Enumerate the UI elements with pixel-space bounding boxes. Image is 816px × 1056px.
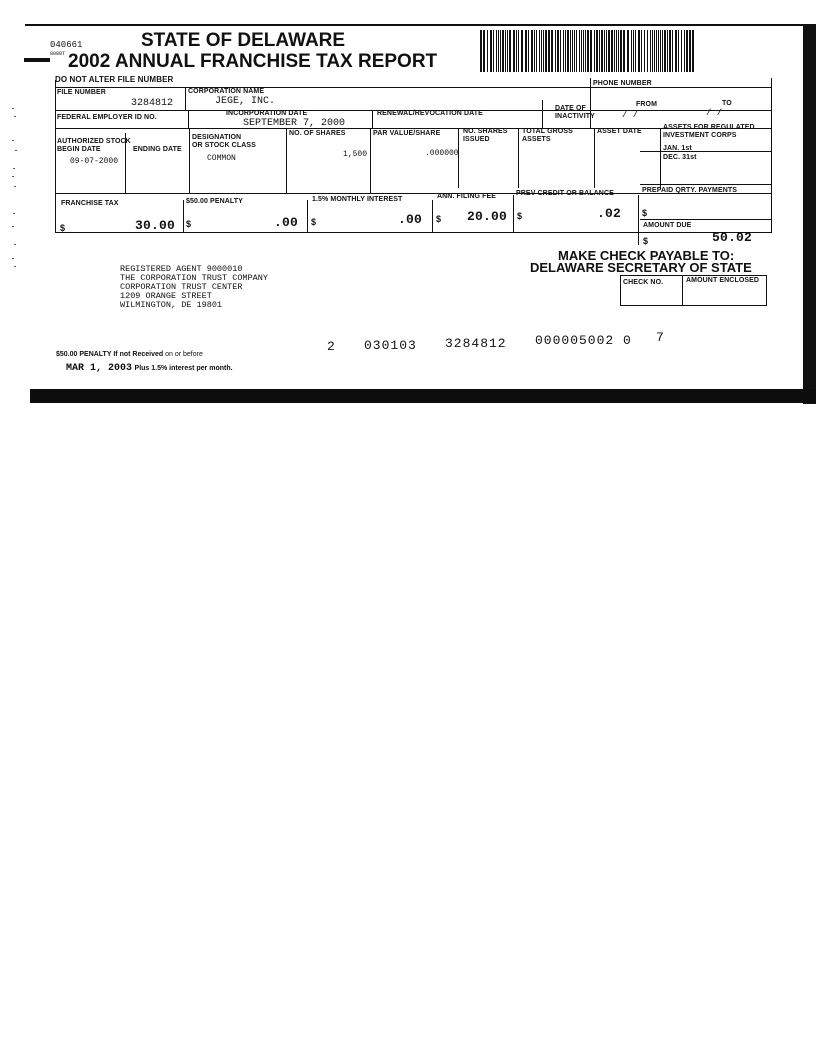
assets-regulated-label-1: ASSETS FOR REGULATED (663, 124, 755, 131)
incorporation-date-label: INCORPORATION DATE (226, 110, 308, 117)
franchise-tax-value: 30.00 (135, 218, 176, 233)
no-of-shares-value: 1,500 (343, 150, 368, 159)
barcode-bar (633, 30, 634, 72)
barcode-bar (502, 30, 504, 72)
barcode-bar (498, 30, 499, 72)
dollar-sign: $ (436, 214, 442, 224)
agent-line: REGISTERED AGENT 9000010 (120, 264, 243, 274)
agent-line: CORPORATION TRUST CENTER (120, 282, 243, 292)
barcode-bar (483, 30, 485, 72)
prepaid-label: PREPAID QRTY. PAYMENTS (642, 187, 738, 194)
rule (189, 128, 190, 193)
barcode-bar (590, 30, 592, 72)
barcode-bar (662, 30, 663, 72)
barcode-bar (560, 30, 561, 72)
barcode-bar (692, 30, 694, 72)
rule (638, 195, 639, 245)
barcode-bar (585, 30, 586, 72)
rule (55, 87, 772, 88)
phone-number-label: PHONE NUMBER (593, 80, 652, 87)
barcode-bar (518, 30, 519, 72)
barcode-bar (606, 30, 607, 72)
rule (55, 80, 56, 232)
scanline-seg-4: 000005002 0 (535, 333, 632, 348)
assets-regulated-label-2: INVESTMENT CORPS (663, 132, 737, 139)
dollar-sign: $ (311, 217, 317, 227)
inactivity-to-value: / / (706, 108, 723, 118)
federal-employer-id-label: FEDERAL EMPLOYER ID NO. (57, 114, 157, 121)
scan-bottom-border (30, 389, 816, 403)
par-value-label: PAR VALUE/SHARE (373, 130, 441, 137)
barcode-bar (611, 30, 613, 72)
filing-fee-label: ANN. FILING FEE (437, 193, 497, 200)
barcode-bar (487, 30, 488, 72)
barcode-bar (635, 30, 636, 72)
barcode (480, 30, 698, 72)
report-title-text: ANNUAL FRANCHISE TAX REPORT (114, 51, 438, 72)
rule (185, 87, 186, 110)
barcode-bar (587, 30, 589, 72)
rule (518, 128, 519, 188)
designation-label: DESIGNATION (192, 134, 242, 141)
barcode-bar (638, 30, 640, 72)
franchise-tax-label: FRANCHISE TAX (61, 200, 119, 207)
incorporation-date-value: SEPTEMBER 7, 2000 (243, 118, 346, 129)
amount-due-label: AMOUNT DUE (643, 222, 692, 229)
prev-credit-label: PREV CREDIT OR BALANCE (516, 190, 614, 197)
barcode-bar (672, 30, 673, 72)
inactivity-from-value: / / (622, 110, 639, 120)
barcode-bar (652, 30, 653, 72)
barcode-bar (689, 30, 691, 72)
penalty-note-line-2 (66, 362, 233, 374)
barcode-bar (656, 30, 657, 72)
rule (432, 200, 433, 232)
barcode-bar (500, 30, 501, 72)
rule (620, 275, 767, 276)
barcode-bar (627, 30, 629, 72)
penalty-value: .00 (274, 215, 299, 230)
dollar-sign: $ (642, 208, 648, 218)
monthly-interest-label: 1.5% MONTHLY INTEREST (312, 196, 403, 203)
barcode-bar (507, 30, 508, 72)
penalty-note-b: not Received (119, 351, 164, 358)
barcode-bar (644, 30, 645, 72)
barcode-bar (620, 30, 622, 72)
do-not-alter-label: DO NOT ALTER FILE NUMBER (55, 75, 174, 84)
rule (458, 128, 459, 188)
barcode-bar (557, 30, 559, 72)
prev-credit-value: .02 (597, 206, 622, 221)
scan-right-border (803, 24, 816, 404)
barcode-bar (534, 30, 535, 72)
stock-class-value: COMMON (207, 154, 236, 163)
barcode-bar (596, 30, 598, 72)
payable-line-1: MAKE CHECK PAYABLE TO: (558, 248, 735, 263)
agent-line: THE CORPORATION TRUST COMPANY (120, 273, 268, 283)
rule (372, 110, 373, 128)
authorized-stock-label: AUTHORIZED STOCK (57, 138, 131, 145)
barcode-bar (548, 30, 550, 72)
barcode-bar (543, 30, 544, 72)
report-year: 2002 (68, 51, 111, 72)
penalty-note-line-1 (56, 351, 203, 358)
check-no-label: CHECK NO. (623, 279, 664, 286)
form-sub-id: 8080T (50, 51, 66, 57)
barcode-bar (496, 30, 497, 72)
rule (620, 275, 621, 306)
barcode-bar (525, 30, 527, 72)
barcode-bar (480, 30, 482, 72)
barcode-bar (539, 30, 540, 72)
file-number-value: 3284812 (131, 98, 174, 109)
barcode-bar (528, 30, 529, 72)
barcode-bar (664, 30, 666, 72)
report-title (68, 51, 437, 73)
interest-value: .00 (398, 212, 423, 227)
barcode-bar (545, 30, 547, 72)
barcode-bar (608, 30, 610, 72)
amount-enclosed-label: AMOUNT ENCLOSED (686, 277, 760, 284)
rule (307, 200, 308, 232)
agent-line: WILMINGTON, DE 19801 (120, 300, 223, 310)
amount-due-value: 50.02 (712, 230, 753, 245)
total-gross-label-2: ASSETS (522, 136, 551, 143)
barcode-bar (572, 30, 573, 72)
scanline-seg-3: 3284812 (445, 336, 507, 351)
barcode-bar (505, 30, 506, 72)
dec-31st-label: DEC. 31st (663, 154, 697, 161)
rule (370, 128, 371, 193)
barcode-bar (660, 30, 661, 72)
barcode-bar (536, 30, 537, 72)
barcode-bar (579, 30, 580, 72)
filing-fee-value: 20.00 (467, 209, 508, 224)
barcode-bar (576, 30, 577, 72)
scan-top-border (25, 24, 816, 26)
penalty-note-c: on or before (165, 351, 203, 358)
registered-agent-block (120, 265, 268, 310)
penalty-note-a: $50.00 PENALTY If (56, 351, 118, 358)
rule (188, 110, 189, 128)
begin-date-value: 09-07-2000 (70, 157, 119, 166)
barcode-bar (681, 30, 682, 72)
barcode-bar (618, 30, 619, 72)
from-label: FROM (636, 101, 658, 108)
barcode-bar (616, 30, 617, 72)
to-label: TO (722, 100, 732, 107)
barcode-bar (565, 30, 566, 72)
dollar-sign: $ (517, 211, 523, 221)
barcode-bar (541, 30, 542, 72)
barcode-bar (601, 30, 603, 72)
barcode-bar (667, 30, 668, 72)
corporation-name-label: CORPORATION NAME (188, 88, 265, 95)
barcode-bar (599, 30, 600, 72)
barcode-bar (669, 30, 671, 72)
scanline-seg-5: 7 (656, 330, 665, 345)
form-id: 040661 (50, 40, 83, 50)
rule (620, 305, 767, 306)
barcode-bar (513, 30, 515, 72)
barcode-bar (641, 30, 642, 72)
barcode-bar (567, 30, 569, 72)
renewal-revocation-label: RENEWAL/REVOCATION DATE (377, 110, 483, 117)
no-shares-issued-label-2: ISSUED (463, 136, 490, 143)
file-number-label: FILE NUMBER (57, 89, 106, 96)
rule (286, 128, 287, 193)
rule (542, 100, 543, 128)
asset-date-label: ASSET DATE (597, 128, 642, 135)
barcode-bar (647, 30, 648, 72)
barcode-bar (686, 30, 688, 72)
rule (640, 219, 772, 220)
state-title: STATE OF DELAWARE (141, 30, 346, 51)
barcode-bar (623, 30, 625, 72)
stock-class-label: OR STOCK CLASS (192, 142, 256, 149)
scanline-seg-2: 030103 (364, 338, 417, 353)
dollar-sign: $ (60, 223, 66, 233)
barcode-bar (521, 30, 523, 72)
barcode-bar (509, 30, 511, 72)
rule (660, 128, 661, 188)
barcode-bar (583, 30, 584, 72)
scanline-seg-1: 2 (327, 339, 336, 354)
no-of-shares-label: NO. OF SHARES (289, 130, 346, 137)
barcode-bar (658, 30, 659, 72)
barcode-bar (594, 30, 595, 72)
rule (594, 128, 595, 188)
dollar-sign: $ (186, 219, 192, 229)
barcode-bar (604, 30, 605, 72)
penalty-note-interest: Plus 1.5% interest per month. (134, 365, 233, 372)
dollar-sign: $ (643, 236, 649, 246)
ending-date-label: ENDING DATE (133, 146, 182, 153)
barcode-bar (555, 30, 556, 72)
barcode-bar (678, 30, 679, 72)
barcode-bar (570, 30, 571, 72)
penalty-label: $50.00 PENALTY (186, 198, 243, 205)
barcode-bar (650, 30, 651, 72)
date-of-label: DATE OF INACTIVITY (555, 105, 595, 120)
scan-mark (24, 58, 50, 62)
par-value-value: .000000 (425, 149, 459, 158)
rule (682, 275, 683, 306)
rule (766, 275, 767, 306)
barcode-bar (684, 30, 685, 72)
date-of-inactivity-label (555, 105, 605, 121)
agent-line: 1209 ORANGE STREET (120, 291, 212, 301)
barcode-bar (574, 30, 575, 72)
penalty-due-date: MAR 1, 2003 (66, 363, 133, 374)
barcode-bar (493, 30, 494, 72)
jan-1st-label: JAN. 1st (663, 145, 692, 152)
barcode-bar (581, 30, 582, 72)
barcode-bar (631, 30, 632, 72)
barcode-bar (675, 30, 677, 72)
barcode-bar (531, 30, 533, 72)
rule (771, 78, 772, 233)
total-gross-label-1: TOTAL GROSS (522, 128, 573, 135)
rule (183, 200, 184, 232)
barcode-bar (563, 30, 564, 72)
barcode-bar (490, 30, 492, 72)
corporation-name-value: JEGE, INC. (215, 96, 276, 107)
barcode-bar (551, 30, 553, 72)
begin-date-label: BEGIN DATE (57, 146, 101, 153)
barcode-bar (614, 30, 615, 72)
barcode-bar (654, 30, 655, 72)
rule (513, 195, 514, 232)
barcode-bar (516, 30, 517, 72)
payable-line-2: DELAWARE SECRETARY OF STATE (530, 260, 752, 275)
no-shares-issued-label-1: NO. SHARES (463, 128, 508, 135)
